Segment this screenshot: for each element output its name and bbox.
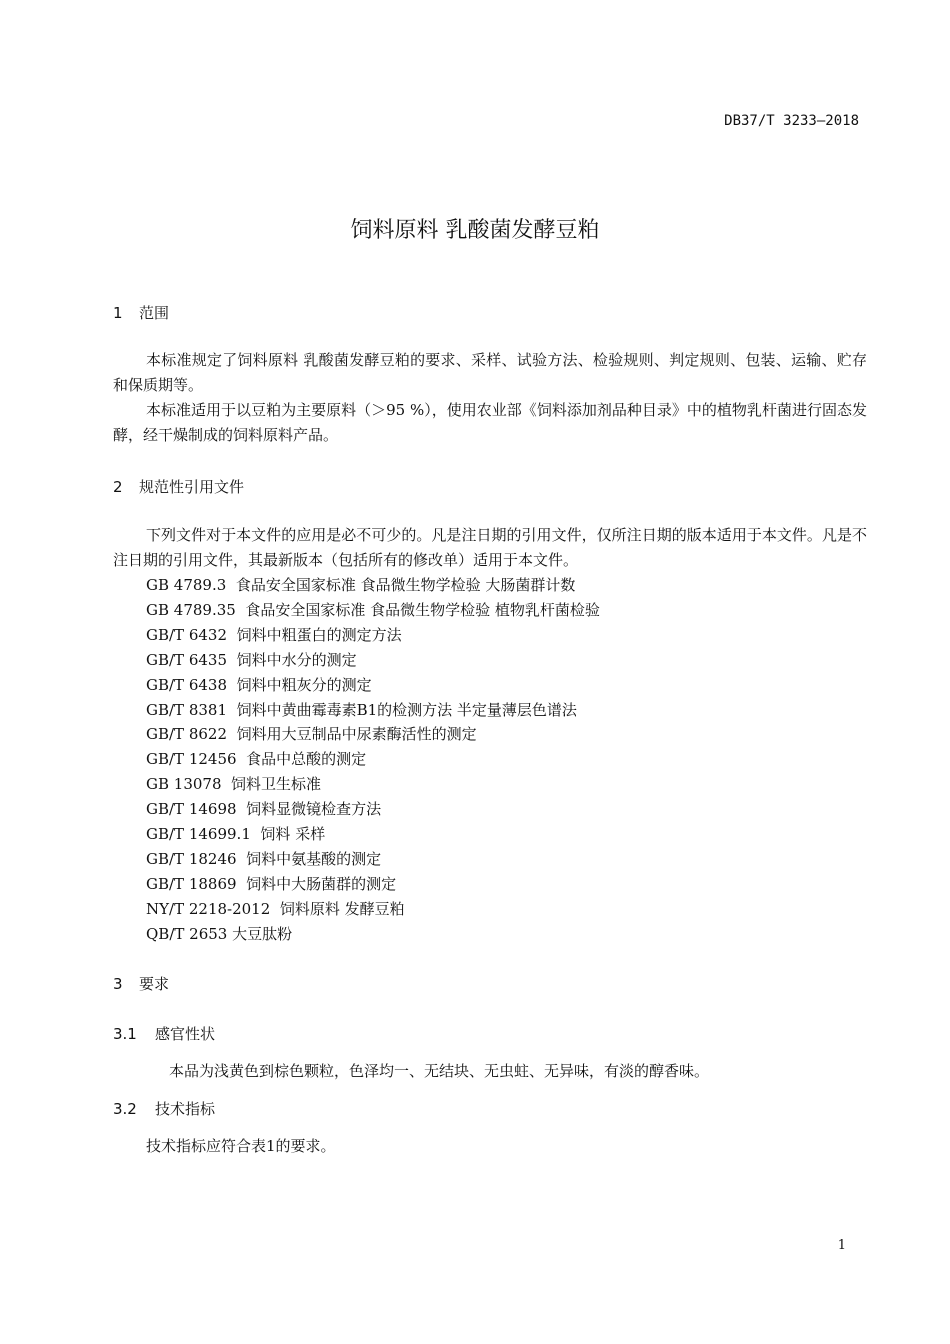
reference-item [146,598,600,623]
reference-name: 饲料中粗灰分的测定 [236,675,372,694]
page-number: 1 [837,1238,846,1253]
reference-item [146,623,600,648]
sensory-description: 本品为浅黄色到棕色颗粒，色泽均一、无结块、无虫蛀、无异味，有淡的醇香味。 [169,1062,710,1080]
reference-item [146,722,600,747]
reference-item [146,847,600,872]
reference-code: GB 4789.3 [146,576,227,594]
reference-name: 大豆肽粉 [232,924,293,943]
section-3-1-heading [113,1023,215,1044]
reference-item [146,822,600,847]
reference-name: 食品安全国家标准 食品微生物学检验 大肠菌群计数 [235,576,576,594]
reference-item [146,797,600,822]
references-intro: 下列文件对于本文件的应用是必不可少的。凡是注日期的引用文件，仅所注日期的版本适用于本文件。凡是不注日期的引用文件，其最新版本（包括所有的修改单）适用于本文件。 [113,526,867,569]
section-2-heading [113,476,244,497]
reference-code: GB/T 8381 [146,700,228,719]
reference-code: GB/T 14699.1 [146,825,251,844]
reference-code: GB/T 14698 [146,800,237,819]
reference-name: 食品中总酸的测定 [246,750,367,769]
reference-name: 饲料原料 发酵豆粕 [279,899,405,918]
reference-item [146,772,600,797]
section-3-heading [113,973,169,994]
section-title: 要求 [139,975,170,993]
reference-code: NY/T 2218-2012 [146,899,271,918]
reference-name: 饲料用大豆制品中尿素酶活性的测定 [236,725,477,744]
section-number: 2 [113,478,123,496]
reference-name: 饲料中水分的测定 [236,650,357,669]
reference-item [146,698,600,723]
section-number: 3.1 [113,1025,137,1043]
reference-code: GB/T 12456 [146,750,237,769]
reference-name: 饲料中粗蛋白的测定方法 [236,625,402,644]
reference-name: 饲料卫生标准 [231,775,322,794]
reference-code: GB/T 18869 [146,874,237,893]
section-title: 感官性状 [155,1025,216,1043]
reference-code: QB/T 2653 [146,924,228,943]
reference-item [146,897,600,922]
reference-item [146,747,600,772]
reference-name: 饲料中氨基酸的测定 [246,849,382,868]
section-title: 技术指标 [155,1100,216,1118]
reference-code: GB 13078 [146,775,222,794]
reference-name: 食品安全国家标准 食品微生物学检验 植物乳杆菌检验 [245,600,600,619]
section-3-2-heading [113,1098,215,1119]
section-number: 1 [113,304,123,322]
reference-code: GB 4789.35 [146,600,236,619]
reference-code: GB/T 18246 [146,849,237,868]
normative-references-list [146,573,600,947]
scope-paragraph-2: 本标准适用于以豆粕为主要原料（＞95 %），使用农业部《饲料添加剂品种目录》中的植物乳杆菌进行固态发酵，经干燥制成的饲料原料产品。 [113,401,867,444]
reference-name: 饲料中大肠菌群的测定 [246,874,397,893]
reference-item [146,673,600,698]
reference-item [146,872,600,897]
reference-item [146,648,600,673]
reference-item [146,922,600,947]
section-1-heading [113,302,169,323]
reference-item [146,573,600,598]
reference-code: GB/T 6438 [146,675,228,694]
reference-code: GB/T 6435 [146,650,228,669]
section-number: 3 [113,975,123,993]
reference-name: 饲料 采样 [260,825,326,844]
scope-paragraph-1: 本标准规定了饲料原料 乳酸菌发酵豆粕的要求、采样、试验方法、检验规则、判定规则、包装、运输、贮存和保质期等。 [113,351,867,394]
reference-name: 饲料显微镜检查方法 [246,800,382,819]
section-number: 3.2 [113,1100,137,1118]
technical-indicator-text: 技术指标应符合表1的要求。 [146,1137,336,1155]
reference-code: GB/T 8622 [146,725,228,744]
reference-code: GB/T 6432 [146,625,228,644]
document-title: 饲料原料 乳酸菌发酵豆粕 [350,218,600,243]
section-title: 范围 [139,304,170,322]
reference-name: 饲料中黄曲霉毒素B1的检测方法 半定量薄层色谱法 [236,700,577,719]
standard-code: DB37/T 3233—2018 [724,113,859,129]
section-title: 规范性引用文件 [139,478,245,496]
